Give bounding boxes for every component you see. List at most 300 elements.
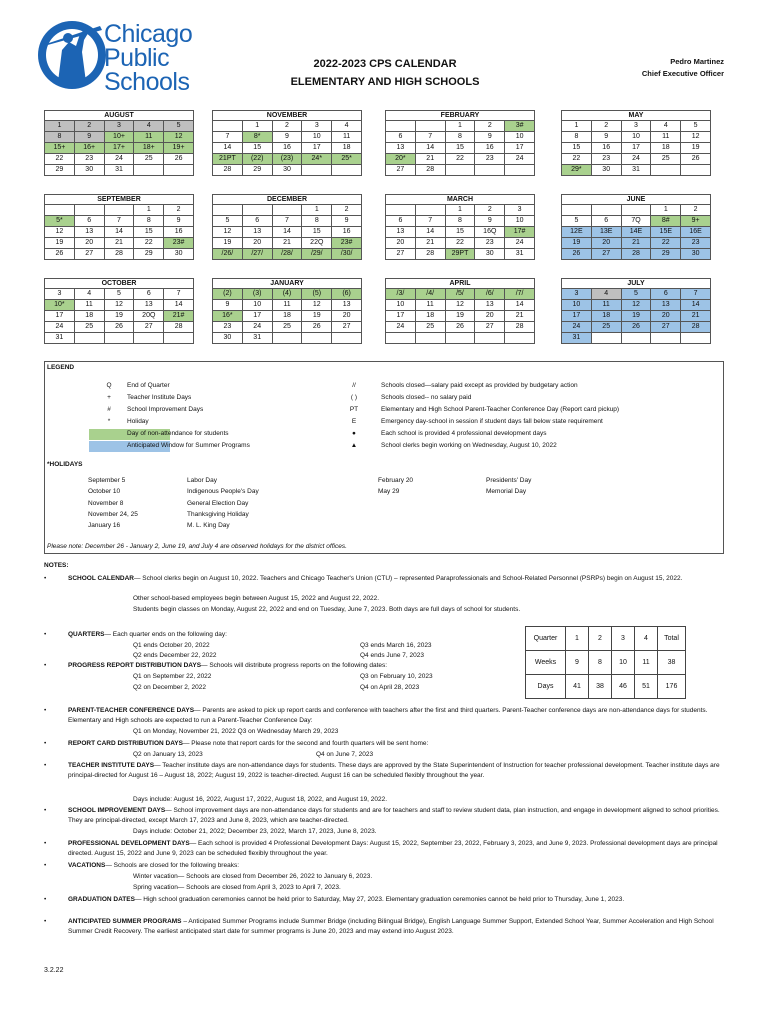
day-cell: 1 — [242, 121, 272, 132]
week-row — [562, 165, 711, 176]
day-cell: 25 — [272, 322, 302, 333]
day-cell: 9 — [272, 132, 302, 143]
day-cell: 31 — [562, 333, 592, 344]
day-cell: /6/ — [475, 289, 505, 300]
day-cell: 21 — [415, 154, 445, 165]
week-row — [213, 238, 362, 249]
day-cell: 30 — [164, 249, 194, 260]
day-cell: 14 — [681, 300, 711, 311]
day-cell: 19 — [104, 311, 134, 322]
day-cell: 16 — [591, 143, 621, 154]
day-cell: 28 — [415, 165, 445, 176]
day-cell: 14 — [213, 143, 243, 154]
day-cell: 9+ — [681, 216, 711, 227]
day-cell: 29* — [562, 165, 592, 176]
week-row — [45, 132, 194, 143]
week-row — [45, 143, 194, 154]
note-sub: Q4 ends June 7, 2023 — [360, 652, 424, 659]
day-cell: 8 — [134, 216, 164, 227]
day-cell: 8 — [445, 216, 475, 227]
day-cell: 23 — [213, 322, 243, 333]
holiday-date: February 20 — [378, 477, 414, 484]
day-cell — [621, 333, 651, 344]
day-cell: 13 — [332, 300, 362, 311]
legend-text: Schools closed-- no salary paid — [381, 394, 472, 401]
day-cell: 23# — [332, 238, 362, 249]
month-name: FEBRUARY — [385, 110, 535, 120]
note-sub: Days include: October 21, 2022; December 23, 2022, March 17, 2023, June 8, 2023. — [133, 828, 377, 835]
day-cell: 14E — [621, 227, 651, 238]
week-row — [213, 165, 362, 176]
legend-symbol: Q — [106, 382, 112, 389]
day-cell: 16 — [475, 143, 505, 154]
day-cell: 26 — [104, 322, 134, 333]
day-cell — [213, 205, 243, 216]
day-cell: 11 — [591, 300, 621, 311]
ceo-title: Chief Executive Officer — [641, 69, 724, 78]
day-cell: 21 — [681, 311, 711, 322]
legend-text: School Improvement Days — [127, 406, 204, 413]
day-cell: 28 — [415, 249, 445, 260]
day-cell — [562, 205, 592, 216]
holiday-name: Labor Day — [187, 477, 217, 484]
legend-symbol: * — [107, 418, 111, 425]
day-cell: 31 — [621, 165, 651, 176]
day-cell: 1 — [445, 121, 475, 132]
day-cell: 13 — [475, 300, 505, 311]
day-cell: 19+ — [164, 143, 194, 154]
holiday-name: M. L. King Day — [187, 522, 230, 529]
day-cell: /4/ — [415, 289, 445, 300]
week-row — [45, 289, 194, 300]
day-cell: 31 — [45, 333, 75, 344]
day-cell — [681, 165, 711, 176]
day-cell: 15 — [445, 227, 475, 238]
day-cell: 25 — [134, 154, 164, 165]
holiday-date: November 8 — [88, 500, 124, 507]
month-name: DECEMBER — [212, 194, 362, 204]
title-line-1: 2022-2023 CPS CALENDAR — [313, 58, 457, 70]
week-row — [562, 300, 711, 311]
day-cell: 1 — [134, 205, 164, 216]
note-sub: Q4 on April 28, 2023 — [360, 684, 420, 691]
day-cell: 22 — [562, 154, 592, 165]
month-november — [212, 110, 362, 176]
note-sub: Q1 ends October 20, 2022 — [133, 642, 210, 649]
day-cell: 22 — [651, 238, 681, 249]
week-row — [213, 132, 362, 143]
day-cell: 29 — [45, 165, 75, 176]
legend — [44, 361, 724, 554]
day-cell: 7 — [415, 216, 445, 227]
day-cell: 27 — [475, 322, 505, 333]
day-cell: 10 — [386, 300, 416, 311]
day-cell: 17 — [562, 311, 592, 322]
day-cell: 16 — [164, 227, 194, 238]
day-cell — [415, 333, 445, 344]
week-row — [386, 132, 535, 143]
day-cell: 13E — [591, 227, 621, 238]
day-cell: 26 — [45, 249, 75, 260]
legend-symbol: ( ) — [350, 394, 358, 401]
week-row — [562, 333, 711, 344]
day-cell: 13 — [386, 143, 416, 154]
month-january — [212, 278, 362, 344]
week-row — [562, 227, 711, 238]
day-cell: 16E — [681, 227, 711, 238]
week-row — [213, 121, 362, 132]
week-row — [45, 205, 194, 216]
legend-symbol: + — [107, 394, 111, 401]
day-cell: 25 — [74, 322, 104, 333]
day-cell: 1 — [302, 205, 332, 216]
day-cell — [475, 165, 505, 176]
day-cell: /30/ — [332, 249, 362, 260]
day-cell: 16* — [213, 311, 243, 322]
day-cell: (3) — [242, 289, 272, 300]
day-cell: 20 — [242, 238, 272, 249]
day-cell: 5 — [621, 289, 651, 300]
month-name: JULY — [561, 278, 711, 288]
week-row — [386, 333, 535, 344]
day-cell: 17 — [242, 311, 272, 322]
day-cell: 21 — [505, 311, 535, 322]
day-cell: 19 — [302, 311, 332, 322]
day-cell: 8 — [302, 216, 332, 227]
day-cell — [651, 165, 681, 176]
day-cell — [475, 333, 505, 344]
day-cell: 14 — [272, 227, 302, 238]
day-cell: 2 — [164, 205, 194, 216]
day-cell: 21PT — [213, 154, 243, 165]
day-cell — [651, 333, 681, 344]
legend-text: Emergency day-school in session if student days fall below state requirement — [381, 418, 603, 425]
day-cell: 10 — [302, 132, 332, 143]
legend-text: Teacher Institute Days — [127, 394, 192, 401]
day-cell: 15 — [562, 143, 592, 154]
notes-title: NOTES: — [44, 562, 69, 569]
day-cell: 28 — [621, 249, 651, 260]
week-row — [213, 216, 362, 227]
legend-symbol: PT — [349, 406, 359, 413]
day-cell: 20 — [591, 238, 621, 249]
day-cell: 18 — [332, 143, 362, 154]
day-cell: 5 — [562, 216, 592, 227]
week-row — [386, 311, 535, 322]
day-cell: 3 — [621, 121, 651, 132]
day-cell — [213, 121, 243, 132]
day-cell: 23 — [681, 238, 711, 249]
day-cell: 27 — [591, 249, 621, 260]
logo-wordmark: Chicago Public Schools — [104, 20, 193, 96]
day-cell: 31 — [505, 249, 535, 260]
day-cell: /3/ — [386, 289, 416, 300]
note-sub: Q1 on September 22, 2022 — [133, 673, 212, 680]
day-cell: 31 — [104, 165, 134, 176]
ceo-block — [642, 56, 724, 80]
month-name: JANUARY — [212, 278, 362, 288]
day-cell: 9 — [164, 216, 194, 227]
day-cell: 26 — [621, 322, 651, 333]
title-line-2: ELEMENTARY AND HIGH SCHOOLS — [290, 76, 480, 88]
day-cell: (2) — [213, 289, 243, 300]
day-cell: 8 — [445, 132, 475, 143]
day-cell — [134, 165, 164, 176]
week-row — [45, 333, 194, 344]
day-cell: 4 — [134, 121, 164, 132]
day-cell: 18 — [74, 311, 104, 322]
week-row — [386, 143, 535, 154]
day-cell: 18 — [651, 143, 681, 154]
day-cell: 26 — [562, 249, 592, 260]
legend-text: Day of non-attendance for students — [127, 430, 229, 437]
day-cell: 9 — [591, 132, 621, 143]
day-cell — [74, 205, 104, 216]
day-cell — [386, 205, 416, 216]
holiday-date: May 29 — [378, 488, 400, 495]
note-sub: Winter vacation— Schools are closed from December 26, 2022 to January 6, 2023. — [133, 873, 373, 880]
day-cell: 17# — [505, 227, 535, 238]
day-cell: 10 — [505, 132, 535, 143]
day-cell: 11 — [272, 300, 302, 311]
day-cell: 10 — [562, 300, 592, 311]
day-cell — [104, 333, 134, 344]
day-cell: 20 — [651, 311, 681, 322]
offices-holiday-note: Please note: December 26 - January 2, June 19, and July 4 are observed holidays for the district offices. — [47, 543, 347, 550]
legend-symbol: E — [351, 418, 357, 425]
legend-text: Elementary and High School Parent-Teacher Conference Day (Report card pickup) — [381, 406, 620, 413]
day-cell: /5/ — [445, 289, 475, 300]
day-cell: 12E — [562, 227, 592, 238]
week-row — [45, 227, 194, 238]
day-cell: (22) — [242, 154, 272, 165]
day-cell: 19 — [445, 311, 475, 322]
week-row — [213, 249, 362, 260]
day-cell — [74, 333, 104, 344]
day-cell: 2 — [475, 121, 505, 132]
month-february — [385, 110, 535, 176]
note-sub: Q3 ends March 16, 2023 — [360, 642, 432, 649]
holiday-name: Indigenous People's Day — [187, 488, 259, 495]
day-cell — [681, 333, 711, 344]
day-cell: 31 — [242, 333, 272, 344]
week-row — [45, 121, 194, 132]
day-cell — [332, 333, 362, 344]
day-cell: 25 — [651, 154, 681, 165]
day-cell: 23 — [475, 238, 505, 249]
day-cell: 24 — [45, 322, 75, 333]
day-cell: 16+ — [74, 143, 104, 154]
day-cell: 9 — [332, 216, 362, 227]
day-cell: 8 — [45, 132, 75, 143]
holiday-date: September 5 — [88, 477, 126, 484]
day-cell: 27 — [74, 249, 104, 260]
day-cell: 14 — [415, 143, 445, 154]
day-cell: 7Q — [621, 216, 651, 227]
day-cell: 12 — [104, 300, 134, 311]
week-row — [386, 121, 535, 132]
day-cell: 15 — [302, 227, 332, 238]
day-cell: 25 — [415, 322, 445, 333]
day-cell: 20* — [386, 154, 416, 165]
day-cell: (6) — [332, 289, 362, 300]
day-cell: 2 — [272, 121, 302, 132]
week-row — [213, 300, 362, 311]
day-cell: 9 — [475, 216, 505, 227]
day-cell: 27 — [332, 322, 362, 333]
day-cell — [332, 165, 362, 176]
day-cell: 17 — [302, 143, 332, 154]
week-row — [562, 289, 711, 300]
day-cell: 14 — [415, 227, 445, 238]
week-row — [562, 121, 711, 132]
week-row — [213, 311, 362, 322]
day-cell: 24 — [104, 154, 134, 165]
week-row — [213, 154, 362, 165]
day-cell: 10* — [45, 300, 75, 311]
day-cell: 9 — [475, 132, 505, 143]
day-cell: 5 — [104, 289, 134, 300]
day-cell: 22Q — [302, 238, 332, 249]
day-cell: 2 — [681, 205, 711, 216]
day-cell: 30 — [591, 165, 621, 176]
day-cell: 26 — [302, 322, 332, 333]
day-cell: 2 — [591, 121, 621, 132]
day-cell: 17 — [505, 143, 535, 154]
page-title — [250, 55, 520, 91]
day-cell: /29/ — [302, 249, 332, 260]
day-cell — [164, 333, 194, 344]
week-row — [45, 216, 194, 227]
day-cell: 13 — [651, 300, 681, 311]
day-cell: /26/ — [213, 249, 243, 260]
day-cell — [45, 205, 75, 216]
day-cell: 12 — [164, 132, 194, 143]
day-cell: 12 — [681, 132, 711, 143]
day-cell: 19 — [45, 238, 75, 249]
day-cell: 29 — [242, 165, 272, 176]
day-cell — [386, 333, 416, 344]
day-cell — [415, 205, 445, 216]
day-cell: 29 — [651, 249, 681, 260]
month-name: OCTOBER — [44, 278, 194, 288]
day-cell: 3 — [104, 121, 134, 132]
day-cell: 13 — [242, 227, 272, 238]
legend-text: Each school is provided 4 professional development days — [381, 430, 547, 437]
day-cell: 6 — [242, 216, 272, 227]
month-september — [44, 194, 194, 260]
day-cell: 25 — [591, 322, 621, 333]
note-sub: Q3 on February 10, 2023 — [360, 673, 433, 680]
day-cell — [445, 165, 475, 176]
week-row — [386, 227, 535, 238]
week-row — [45, 300, 194, 311]
day-cell: 24 — [386, 322, 416, 333]
month-name: NOVEMBER — [212, 110, 362, 120]
week-row — [386, 322, 535, 333]
day-cell: 19 — [681, 143, 711, 154]
day-cell: 28 — [681, 322, 711, 333]
week-row — [45, 154, 194, 165]
day-cell: 24* — [302, 154, 332, 165]
day-cell: 3 — [562, 289, 592, 300]
week-row — [562, 154, 711, 165]
day-cell — [505, 333, 535, 344]
week-row — [386, 165, 535, 176]
day-cell: 3 — [505, 205, 535, 216]
day-cell: 2 — [332, 205, 362, 216]
day-cell: 26 — [445, 322, 475, 333]
day-cell: 30 — [213, 333, 243, 344]
day-cell: 14 — [104, 227, 134, 238]
day-cell: 27 — [134, 322, 164, 333]
week-row — [386, 216, 535, 227]
day-cell: 16 — [332, 227, 362, 238]
day-cell: 24 — [505, 238, 535, 249]
week-row — [562, 205, 711, 216]
day-cell: 16Q — [475, 227, 505, 238]
day-cell: 22 — [134, 238, 164, 249]
legend-title: LEGEND — [47, 364, 75, 371]
legend-text: Schools closed—salary paid except as provided by budgetary action — [381, 382, 578, 389]
ceo-name: Pedro Martinez — [670, 57, 724, 66]
day-cell: 11 — [332, 132, 362, 143]
day-cell: 27 — [651, 322, 681, 333]
month-name: SEPTEMBER — [44, 194, 194, 204]
day-cell: 7 — [272, 216, 302, 227]
holiday-name: Thanksgiving Holiday — [187, 511, 249, 518]
day-cell: 26 — [164, 154, 194, 165]
week-row — [386, 300, 535, 311]
day-cell: 12 — [302, 300, 332, 311]
day-cell: 14 — [505, 300, 535, 311]
day-cell: 13 — [386, 227, 416, 238]
week-row — [562, 249, 711, 260]
day-cell: 1 — [651, 205, 681, 216]
day-cell: 18 — [272, 311, 302, 322]
day-cell: 15+ — [45, 143, 75, 154]
note-sub: Students begin classes on Monday, August 22, 2022 and end on Tuesday, June 7, 2023. Both days are full days of school for students. — [133, 606, 521, 613]
month-july — [561, 278, 711, 344]
day-cell — [272, 333, 302, 344]
day-cell: 8 — [562, 132, 592, 143]
day-cell: 15 — [242, 143, 272, 154]
week-row — [562, 216, 711, 227]
month-name: MARCH — [385, 194, 535, 204]
holidays-title: *HOLIDAYS — [47, 461, 83, 468]
week-row — [213, 333, 362, 344]
day-cell: 12 — [621, 300, 651, 311]
day-cell: 20 — [475, 311, 505, 322]
day-cell: 24 — [621, 154, 651, 165]
day-cell: 29PT — [445, 249, 475, 260]
day-cell: (4) — [272, 289, 302, 300]
day-cell: 23 — [591, 154, 621, 165]
day-cell: 20Q — [134, 311, 164, 322]
note-sub: Q1 on Monday, November 21, 2022 Q3 on Wednesday March 29, 2023 — [133, 728, 339, 735]
note-sub: Other school-based employees begin between August 15, 2022 and August 22, 2022. — [133, 595, 380, 602]
day-cell: 9 — [213, 300, 243, 311]
month-march — [385, 194, 535, 260]
week-row — [45, 249, 194, 260]
day-cell — [104, 205, 134, 216]
week-row — [386, 289, 535, 300]
note-sub: Days include: August 16, 2022, August 17, 2022, August 18, 2022, and August 19, 2022. — [133, 796, 388, 803]
table-row: Weeks 9 8 10 11 38 — [526, 651, 686, 675]
quarter-summary-table — [525, 626, 686, 699]
day-cell — [386, 121, 416, 132]
day-cell: 30 — [272, 165, 302, 176]
